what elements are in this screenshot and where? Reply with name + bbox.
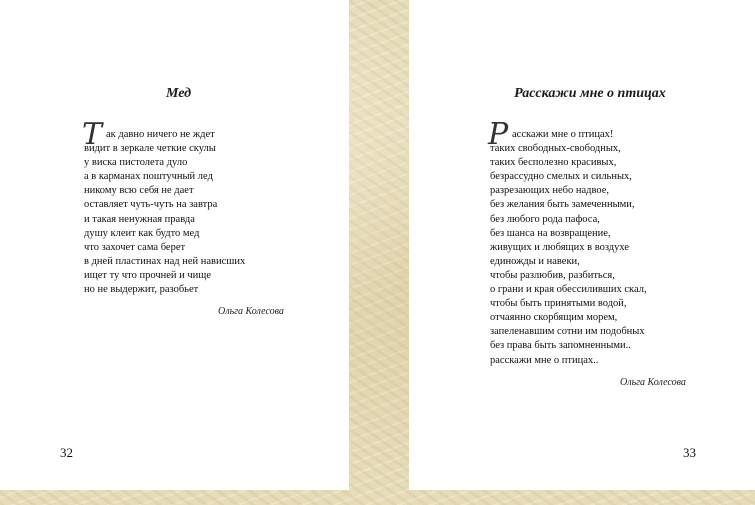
poem-line: живущих и любящих в воздухе (490, 241, 630, 253)
poem-line: отчаянно скорбящим морем, (490, 312, 618, 324)
poem-title: Расскажи мне о птицах (514, 86, 666, 101)
poem-line: никому всю себя не дает (84, 185, 194, 197)
poem-title: Мед (165, 86, 192, 101)
poem-line: у виска пистолета дуло (84, 157, 188, 169)
poem-author: Ольга Колесова (620, 377, 686, 388)
poem-line: асскажи мне о птицах! (512, 129, 614, 140)
poem-line: но не выдержит, разобьет (84, 284, 199, 296)
poem-line: что захочет сама берет (84, 241, 186, 253)
poem-line: без любого рода пафоса, (490, 213, 600, 225)
poem-line: таких свободных-свободных, (490, 143, 621, 155)
poem-line: таких бесполезно красивых, (490, 157, 617, 169)
drop-cap: Т (82, 117, 103, 152)
drop-cap: Р (488, 117, 509, 152)
page-number: 33 (683, 445, 696, 460)
poem-line: без желания быть замеченными, (490, 199, 635, 211)
poem-line: ак давно ничего не ждет (106, 129, 215, 140)
poem-line: разрезающих небо надвое, (490, 185, 609, 197)
poem-line: без шанса на возвращение, (490, 227, 611, 239)
poem-line: душу клеит как будто мед (84, 227, 200, 239)
right-page (409, 0, 755, 490)
poem-line: и такая ненужная правда (84, 213, 195, 225)
poem-line: о грани и края обессиливших скал, (490, 284, 647, 296)
poem-line: безрассудно смелых и сильных, (490, 171, 632, 183)
poem-line: без права быть запомненными.. (490, 340, 631, 352)
poem-line: оставляет чуть-чуть на завтра (84, 199, 218, 211)
poem-line: в дней пластинах над ней нависших (84, 255, 246, 267)
poem-line: видит в зеркале четкие скулы (84, 143, 216, 155)
poem-line: расскажи мне о птицах.. (490, 354, 599, 366)
poem-line: единожды и навеки, (490, 255, 580, 267)
poem-author: Ольга Колесова (218, 306, 284, 317)
poem-text (82, 117, 246, 297)
left-page (0, 0, 349, 490)
poem-line: а в карманах поштучный лед (84, 171, 213, 183)
poem-line: чтобы быть принятыми водой, (490, 298, 627, 310)
page-number: 32 (60, 445, 73, 460)
poem-line: чтобы разлюбив, разбиться, (490, 269, 615, 281)
poem-text (488, 117, 647, 368)
poem-line: ищет ту что прочней и чище (84, 269, 212, 281)
poem-line: запеленавшим сотни им подобных (490, 326, 645, 338)
